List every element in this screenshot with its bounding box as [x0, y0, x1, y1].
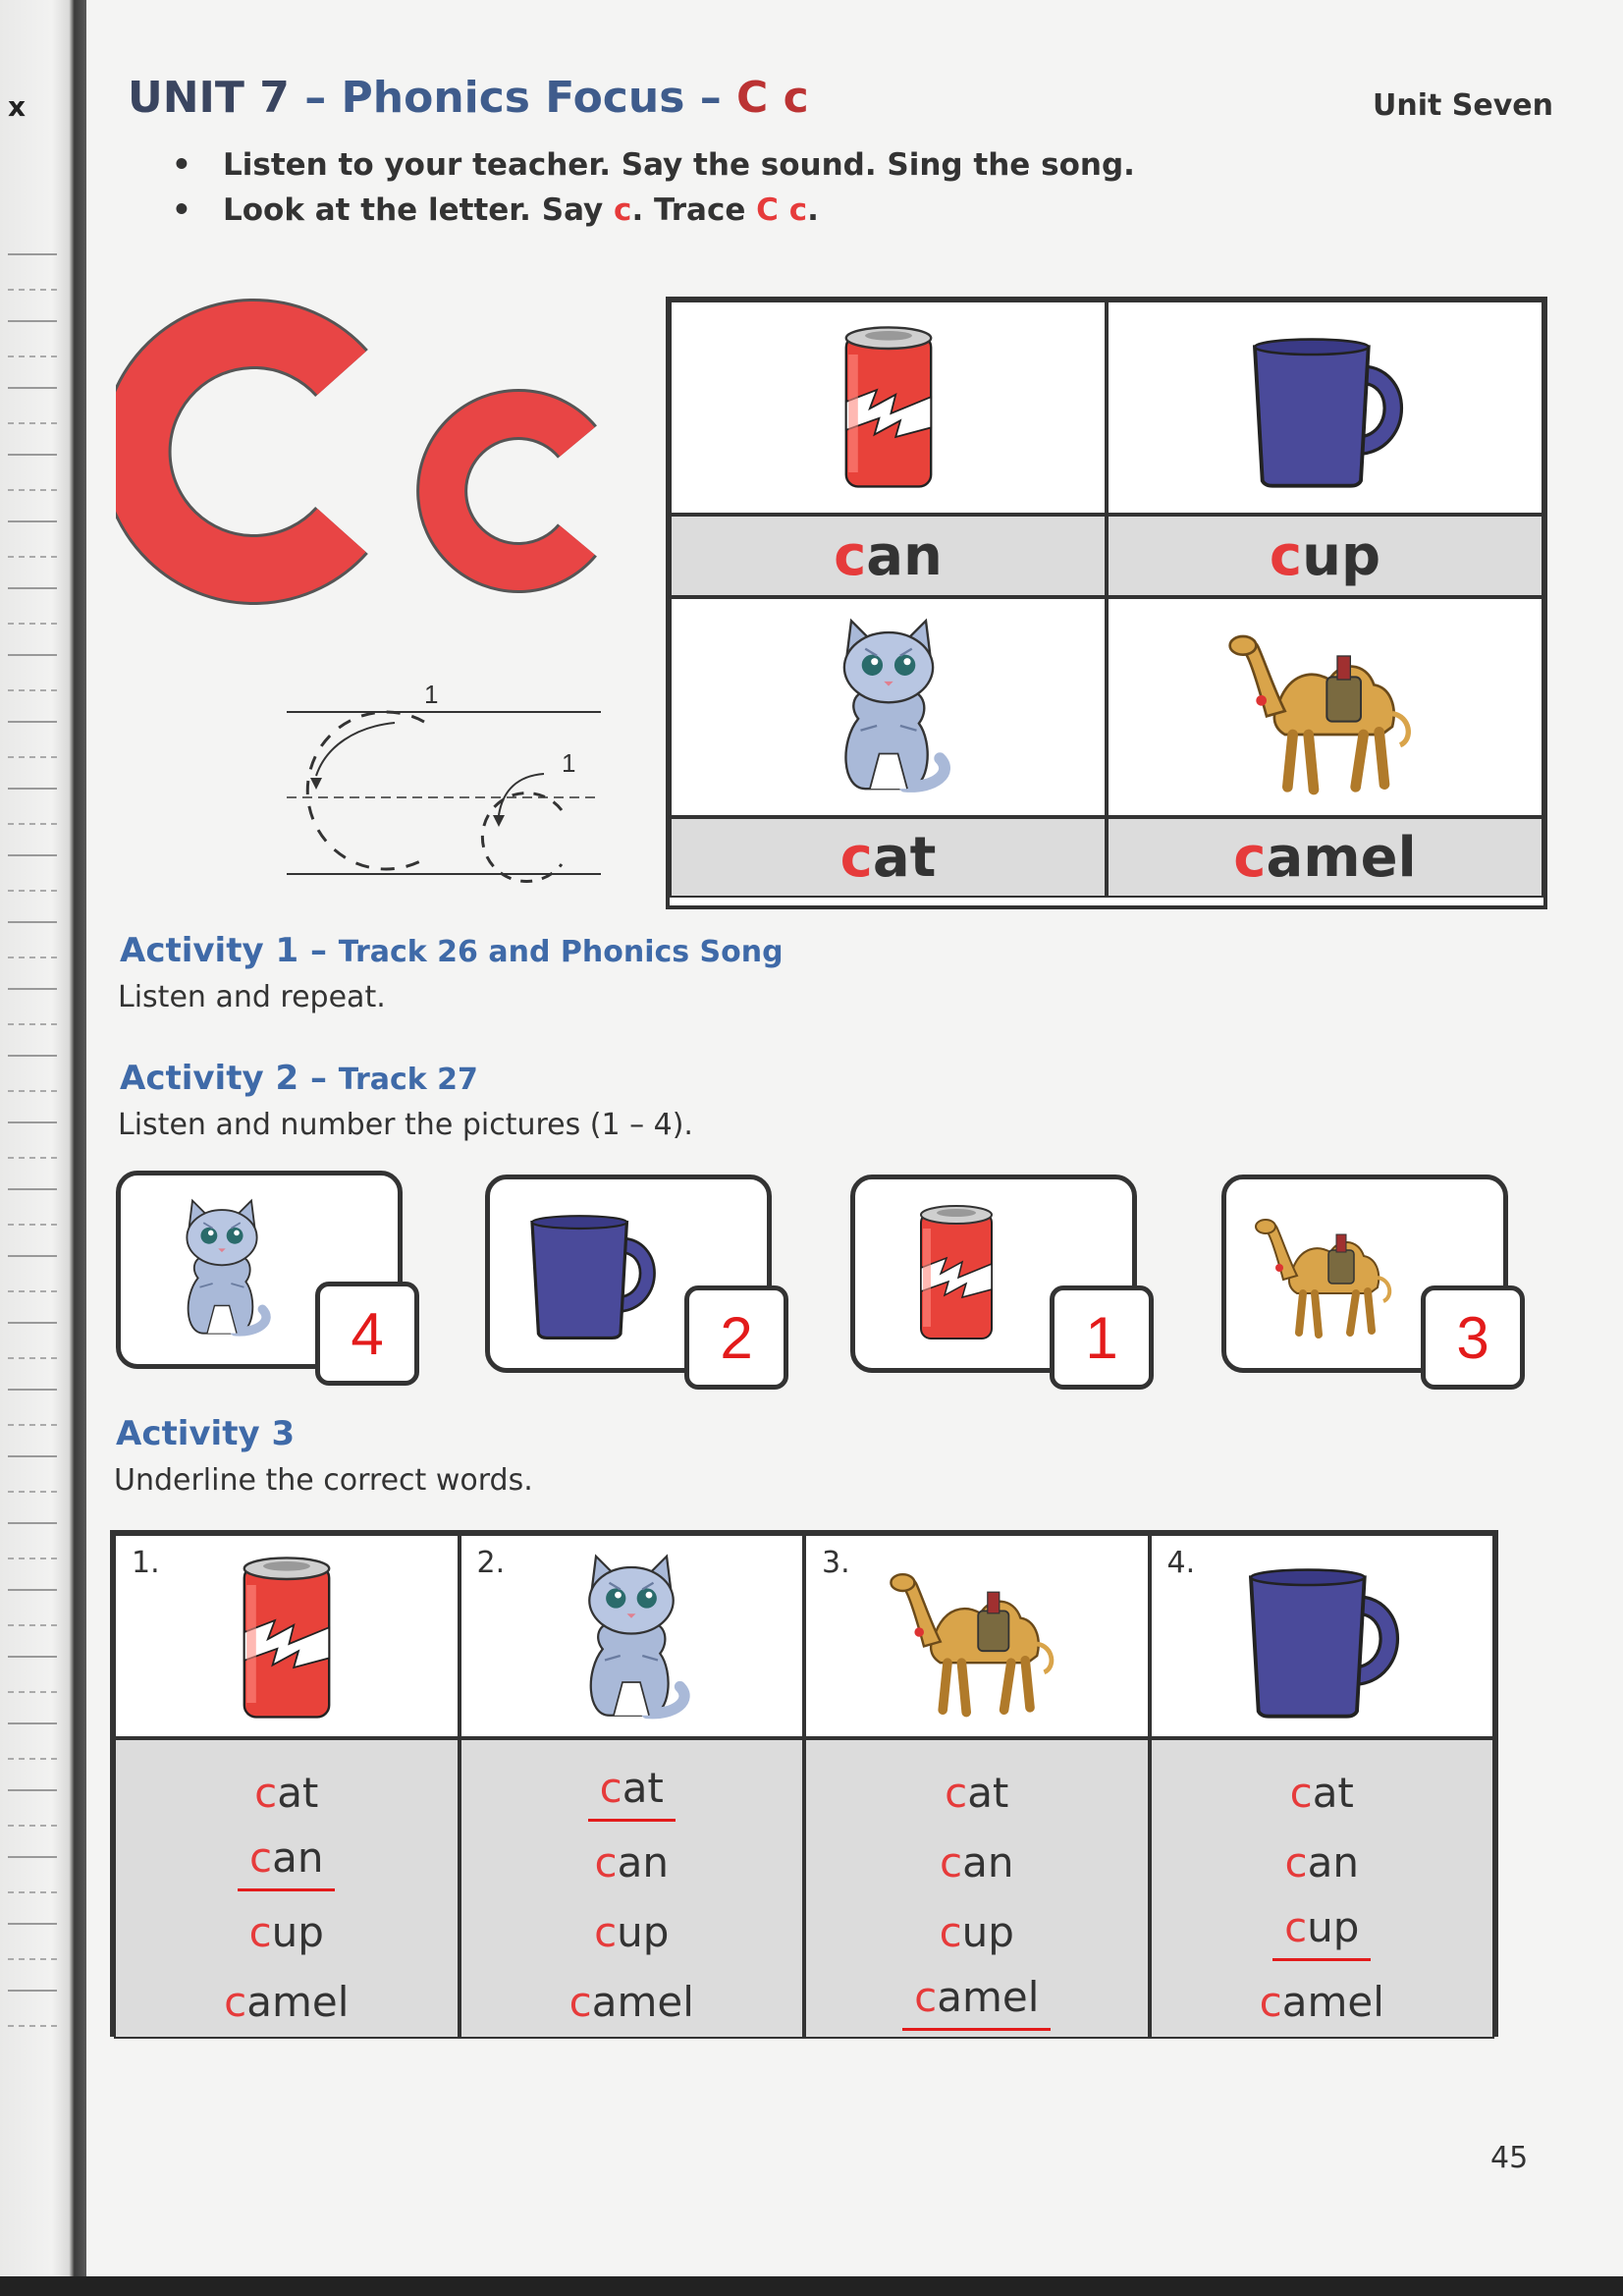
spine-rule — [8, 1589, 57, 1591]
picture-number[interactable]: 3 — [1421, 1285, 1525, 1390]
activity-3-instruction: Underline the correct words. — [114, 1463, 533, 1498]
spine-dash — [8, 623, 57, 625]
spine-dash — [8, 289, 57, 291]
spine-rule — [8, 587, 57, 589]
word-choices — [1150, 1738, 1495, 2039]
focus-letters: C c — [736, 73, 809, 123]
instruction-2: • Look at the letter. Say c. Trace C c. — [172, 192, 1135, 228]
spine-dash — [8, 957, 57, 958]
word-choice[interactable]: cup — [594, 1908, 670, 1956]
cup-icon — [517, 1199, 665, 1346]
spine-mark: x — [8, 90, 27, 123]
word-choice[interactable]: can — [1284, 1838, 1359, 1886]
grid-word-can: c an — [670, 515, 1107, 597]
spine-rule — [8, 788, 57, 790]
spine-rule — [8, 1856, 57, 1858]
trace-mark-2: 1 — [562, 748, 576, 778]
tracing-guide-icon — [277, 668, 611, 884]
underlined-word[interactable]: cup — [1272, 1897, 1371, 1961]
can-icon — [800, 319, 977, 496]
spine-dash — [8, 1958, 57, 1960]
word-choice[interactable]: cat — [945, 1769, 1009, 1817]
cup-icon — [1233, 1550, 1410, 1726]
spine-rule — [8, 320, 57, 322]
camel-icon — [1227, 609, 1424, 805]
numbered-picture-can — [850, 1175, 1137, 1373]
question-picture-cell — [804, 1534, 1150, 1738]
word-choice[interactable]: camel — [568, 1978, 694, 2026]
spine-rule — [8, 387, 57, 389]
grid-word-cat: c at — [670, 817, 1107, 898]
spine-dash — [8, 890, 57, 892]
grid-pic-cup — [1107, 301, 1543, 515]
grid-word-camel: c amel — [1107, 817, 1543, 898]
spine-rule — [8, 921, 57, 923]
spine-dash — [8, 689, 57, 691]
grid-pic-camel — [1107, 597, 1543, 817]
spine-dash — [8, 1224, 57, 1226]
spine-rule — [8, 520, 57, 522]
camel-icon — [1254, 1199, 1401, 1346]
spine-dash — [8, 1023, 57, 1025]
picture-number[interactable]: 4 — [315, 1282, 419, 1386]
spine-dash — [8, 2025, 57, 2027]
can-icon — [198, 1550, 375, 1726]
spine-rule — [8, 654, 57, 656]
word-choice[interactable]: cat — [254, 1769, 319, 1817]
spine-dash — [8, 556, 57, 558]
activity-2-instruction: Listen and number the pictures (1 – 4). — [118, 1108, 693, 1142]
word-choice[interactable]: cup — [248, 1908, 324, 1956]
spine-dash — [8, 1558, 57, 1559]
word-choice[interactable]: camel — [224, 1978, 350, 2026]
instruction-list — [172, 147, 1135, 238]
spine-dash — [8, 1157, 57, 1159]
spine-dash — [8, 1624, 57, 1626]
activity-1-instruction: Listen and repeat. — [118, 980, 386, 1014]
spine-rule — [8, 1055, 57, 1057]
focus-label: – Phonics Focus – — [289, 73, 737, 123]
spine-rule — [8, 854, 57, 856]
instruction-1: • Listen to your teacher. Say the sound. Sing the song. — [172, 147, 1135, 183]
picture-number[interactable]: 2 — [684, 1285, 788, 1390]
spine-rule — [8, 1455, 57, 1457]
big-letter-cc-icon — [116, 295, 646, 609]
grid-word-cup: c up — [1107, 515, 1543, 597]
grid-pic-cat — [670, 597, 1107, 817]
activity-3-title: Activity 3 — [116, 1414, 296, 1453]
question-number: 3. — [822, 1546, 850, 1580]
trace-mark-1: 1 — [424, 680, 439, 709]
underlined-word[interactable]: cat — [588, 1758, 676, 1822]
spine-dash — [8, 823, 57, 825]
spine-dash — [8, 1424, 57, 1426]
cat-icon — [795, 614, 982, 800]
spine-rule — [8, 1255, 57, 1257]
spine-rule — [8, 988, 57, 990]
spine-rule — [8, 1923, 57, 1925]
activity-1-title: Activity 1 – Track 26 and Phonics Song — [120, 931, 784, 970]
cat-icon — [543, 1550, 720, 1726]
numbered-picture-cup — [485, 1175, 772, 1373]
spine-rule — [8, 1389, 57, 1391]
camel-icon — [889, 1550, 1065, 1726]
spine-dash — [8, 422, 57, 424]
can-icon — [883, 1199, 1030, 1346]
spine-rule — [8, 1121, 57, 1123]
word-choices — [114, 1738, 460, 2039]
numbered-picture-camel — [1221, 1175, 1508, 1373]
numbered-picture-cat — [116, 1171, 403, 1369]
word-choice[interactable]: can — [594, 1838, 669, 1886]
spine-rule — [8, 1722, 57, 1724]
spine-dash — [8, 1290, 57, 1292]
cup-icon — [1237, 319, 1414, 496]
page-spine — [0, 0, 86, 2296]
underlined-word[interactable]: can — [238, 1828, 335, 1891]
spine-rule — [8, 454, 57, 456]
spine-dash — [8, 355, 57, 357]
spine-rule — [8, 1990, 57, 1992]
word-choice[interactable]: can — [940, 1838, 1014, 1886]
picture-number[interactable]: 1 — [1050, 1285, 1154, 1390]
spine-rule — [8, 1188, 57, 1190]
spine-dash — [8, 1758, 57, 1760]
underlined-word[interactable]: camel — [902, 1967, 1051, 2031]
question-picture-cell — [460, 1534, 805, 1738]
question-number: 4. — [1166, 1546, 1196, 1580]
word-choice[interactable]: cup — [939, 1908, 1014, 1956]
word-choices — [460, 1738, 805, 2039]
page-title — [128, 73, 809, 123]
word-choice[interactable]: camel — [1259, 1978, 1384, 2026]
page-number: 45 — [1490, 2141, 1529, 2175]
spine-dash — [8, 1357, 57, 1359]
activity-2-title: Activity 2 – Track 27 — [120, 1059, 478, 1098]
spine-dash — [8, 489, 57, 491]
spine-dash — [8, 756, 57, 758]
question-picture-cell — [1150, 1534, 1495, 1738]
underline-words-table — [110, 1530, 1498, 2037]
spine-dash — [8, 1825, 57, 1827]
question-picture-cell — [114, 1534, 460, 1738]
spine-dash — [8, 1691, 57, 1693]
spine-rule — [8, 1656, 57, 1658]
cat-icon — [148, 1195, 296, 1342]
spine-dash — [8, 1090, 57, 1092]
unit-name: Unit Seven — [1373, 88, 1553, 123]
word-picture-grid — [666, 297, 1547, 909]
question-number: 2. — [476, 1546, 506, 1580]
spine-rule — [8, 721, 57, 723]
spine-dash — [8, 1491, 57, 1493]
word-choice[interactable]: cat — [1289, 1769, 1354, 1817]
spine-dash — [8, 1891, 57, 1893]
unit-label: UNIT 7 — [128, 73, 290, 123]
grid-pic-can — [670, 301, 1107, 515]
spine-rule — [8, 253, 57, 255]
spine-rule — [8, 1522, 57, 1524]
word-choices — [804, 1738, 1150, 2039]
bottom-edge — [0, 2276, 1623, 2296]
spine-rule — [8, 1789, 57, 1791]
spine-rule — [8, 1322, 57, 1324]
question-number: 1. — [132, 1546, 160, 1580]
